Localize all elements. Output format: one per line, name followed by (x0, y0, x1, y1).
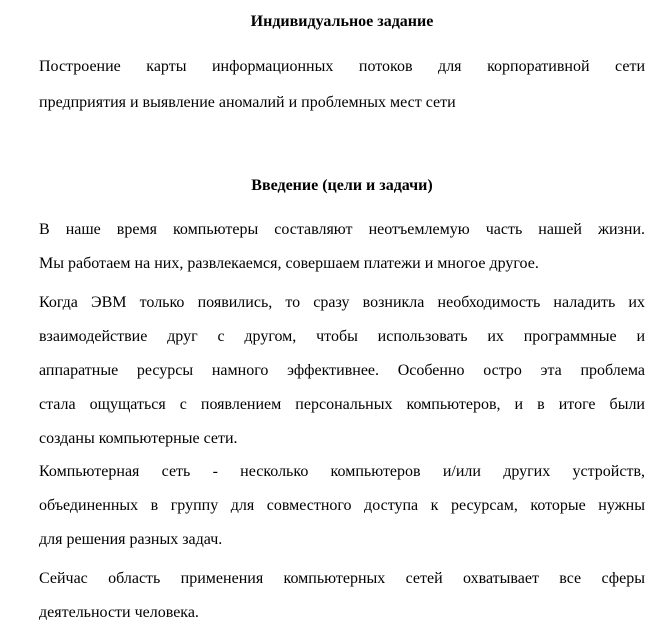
paragraph-line: созданы компьютерные сети. (39, 430, 238, 447)
paragraph-3 (39, 462, 645, 550)
paragraph-line: стала ощущаться с появлением персональных компьютеров, и в итоге были (39, 396, 645, 413)
paragraph-line: взаимодействие друг с другом, чтобы использовать их программные и (39, 328, 645, 345)
task-line: предприятия и выявление аномалий и проблемных мест сети (39, 94, 456, 111)
task-heading: Индивидуальное задание (250, 13, 434, 30)
paragraph-line: Когда ЭВМ только появились, то сразу возникла необходимость наладить их (39, 294, 645, 311)
paragraph-4 (39, 569, 645, 623)
task-text (39, 57, 645, 113)
paragraph-1 (39, 220, 645, 274)
paragraph-line: Компьютерная сеть - несколько компьютеров и/или других устройств, (39, 463, 645, 480)
paragraph-line: деятельности человека. (39, 604, 199, 621)
paragraph-line: Мы работаем на них, развлекаемся, совершаем платежи и многое другое. (39, 255, 539, 272)
paragraph-line: Сейчас область применения компьютерных сетей охватывает все сферы (39, 570, 645, 587)
paragraph-line: аппаратные ресурсы намного эффективнее. Особенно остро эта проблема (39, 362, 645, 379)
task-line: Построение карты информационных потоков для корпоративной сети (39, 58, 645, 75)
paragraph-2 (39, 293, 645, 449)
paragraph-line: для решения разных задач. (39, 531, 223, 548)
paragraph-line: объединенных в группу для совместного доступа к ресурсам, которые нужны (39, 497, 645, 514)
intro-heading: Введение (цели и задачи) (251, 177, 433, 194)
paragraph-line: В наше время компьютеры составляют неотъемлемую часть нашей жизни. (39, 221, 645, 238)
